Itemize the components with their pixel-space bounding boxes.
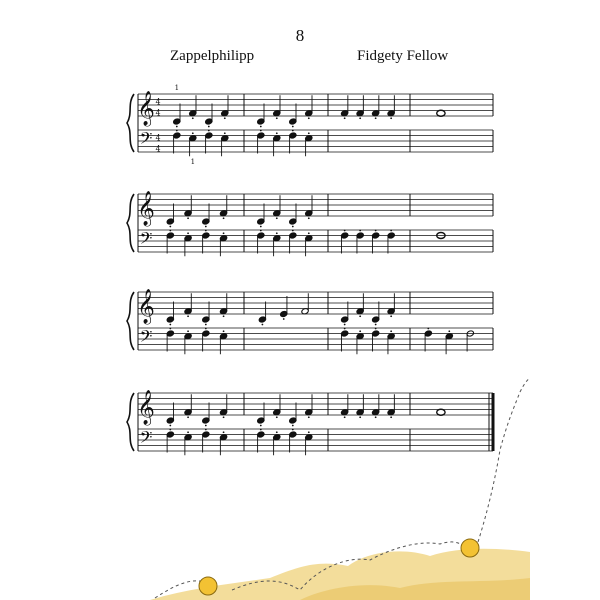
staccato-dot — [390, 330, 392, 332]
staccato-dot — [276, 416, 278, 418]
staccato-dot — [276, 232, 278, 234]
page-number: 8 — [295, 26, 305, 45]
staccato-dot — [344, 324, 346, 326]
staccato-dot — [283, 318, 285, 320]
staccato-dot — [192, 117, 194, 119]
music-systems — [127, 84, 495, 455]
staccato-dot — [176, 126, 178, 128]
staccato-dot — [187, 416, 189, 418]
staccato-dot — [223, 330, 225, 332]
whole-note — [437, 409, 445, 415]
staccato-dot — [223, 431, 225, 433]
treble-clef-icon: 𝄞 — [137, 91, 155, 126]
staccato-dot — [205, 230, 207, 232]
staccato-dot — [205, 226, 207, 228]
staccato-dot — [308, 132, 310, 134]
whole-note — [437, 110, 445, 116]
title-english: Fidgety Fellow — [357, 48, 449, 64]
staccato-dot — [192, 132, 194, 134]
staccato-dot — [208, 126, 210, 128]
staccato-dot — [260, 126, 262, 128]
staccato-dot — [359, 117, 361, 119]
staccato-dot — [187, 232, 189, 234]
bass-clef-icon: 𝄢 — [139, 228, 153, 252]
staccato-dot — [169, 226, 171, 228]
staccato-dot — [375, 328, 377, 330]
staccato-dot — [359, 230, 361, 232]
staccato-dot — [169, 425, 171, 427]
treble-clef-icon: 𝄞 — [137, 390, 155, 425]
staccato-dot — [292, 226, 294, 228]
treble-clef-icon: 𝄞 — [137, 191, 155, 226]
staccato-dot — [276, 217, 278, 219]
staccato-dot — [427, 328, 429, 330]
staccato-dot — [224, 132, 226, 134]
staccato-dot — [375, 117, 377, 119]
staccato-dot — [276, 431, 278, 433]
title-german: Zappelphilipp — [170, 48, 255, 64]
bounce-trail-high — [478, 378, 530, 542]
staccato-dot — [187, 431, 189, 433]
bass-clef-icon: 𝄢 — [139, 128, 153, 152]
staccato-dot — [292, 130, 294, 132]
staccato-dot — [292, 425, 294, 427]
staccato-dot — [187, 217, 189, 219]
time-signature-top: 4 — [155, 97, 161, 107]
bass-clef-icon: 𝄢 — [139, 326, 153, 350]
staccato-dot — [276, 132, 278, 134]
staccato-dot — [390, 230, 392, 232]
staccato-dot — [223, 315, 225, 317]
staccato-dot — [260, 230, 262, 232]
staccato-dot — [187, 315, 189, 317]
staccato-dot — [390, 416, 392, 418]
time-signature-bottom: 4 — [155, 108, 161, 118]
staccato-dot — [205, 429, 207, 431]
staccato-dot — [308, 217, 310, 219]
staccato-dot — [205, 324, 207, 326]
staccato-dot — [208, 130, 210, 132]
time-signature-bottom: 4 — [155, 144, 161, 154]
staccato-dot — [390, 315, 392, 317]
staccato-dot — [359, 330, 361, 332]
staccato-dot — [223, 416, 225, 418]
staccato-dot — [375, 416, 377, 418]
staccato-dot — [344, 230, 346, 232]
final-bar-line-thick — [492, 393, 495, 451]
system-brace — [127, 194, 134, 252]
staccato-dot — [205, 328, 207, 330]
staccato-dot — [176, 130, 178, 132]
system-brace — [127, 94, 134, 152]
staccato-dot — [375, 324, 377, 326]
staccato-dot — [359, 315, 361, 317]
staccato-dot — [187, 330, 189, 332]
fingering-number: 1 — [190, 158, 196, 166]
bouncing-ball-illustration — [150, 378, 530, 600]
staccato-dot — [169, 328, 171, 330]
treble-clef-icon: 𝄞 — [137, 289, 155, 324]
staccato-dot — [260, 130, 262, 132]
staccato-dot — [169, 324, 171, 326]
staccato-dot — [390, 117, 392, 119]
staccato-dot — [169, 429, 171, 431]
staccato-dot — [260, 429, 262, 431]
staccato-dot — [359, 416, 361, 418]
staccato-dot — [260, 226, 262, 228]
staccato-dot — [292, 429, 294, 431]
staccato-dot — [292, 230, 294, 232]
staccato-dot — [344, 117, 346, 119]
staccato-dot — [308, 117, 310, 119]
staccato-dot — [308, 431, 310, 433]
fingering-number: 1 — [174, 84, 180, 92]
staccato-dot — [308, 416, 310, 418]
staccato-dot — [205, 425, 207, 427]
staccato-dot — [276, 117, 278, 119]
staccato-dot — [308, 232, 310, 234]
staccato-dot — [292, 126, 294, 128]
staccato-dot — [344, 328, 346, 330]
ball-icon — [199, 577, 217, 595]
staccato-dot — [262, 324, 264, 326]
staccato-dot — [448, 330, 450, 332]
staccato-dot — [169, 230, 171, 232]
system-brace — [127, 292, 134, 350]
staccato-dot — [224, 117, 226, 119]
time-signature-top: 4 — [155, 133, 161, 143]
ball-icon — [461, 539, 479, 557]
system-brace — [127, 393, 134, 451]
staccato-dot — [223, 232, 225, 234]
staccato-dot — [223, 217, 225, 219]
bass-clef-icon: 𝄢 — [139, 427, 153, 451]
staccato-dot — [375, 230, 377, 232]
staccato-dot — [260, 425, 262, 427]
staccato-dot — [344, 416, 346, 418]
